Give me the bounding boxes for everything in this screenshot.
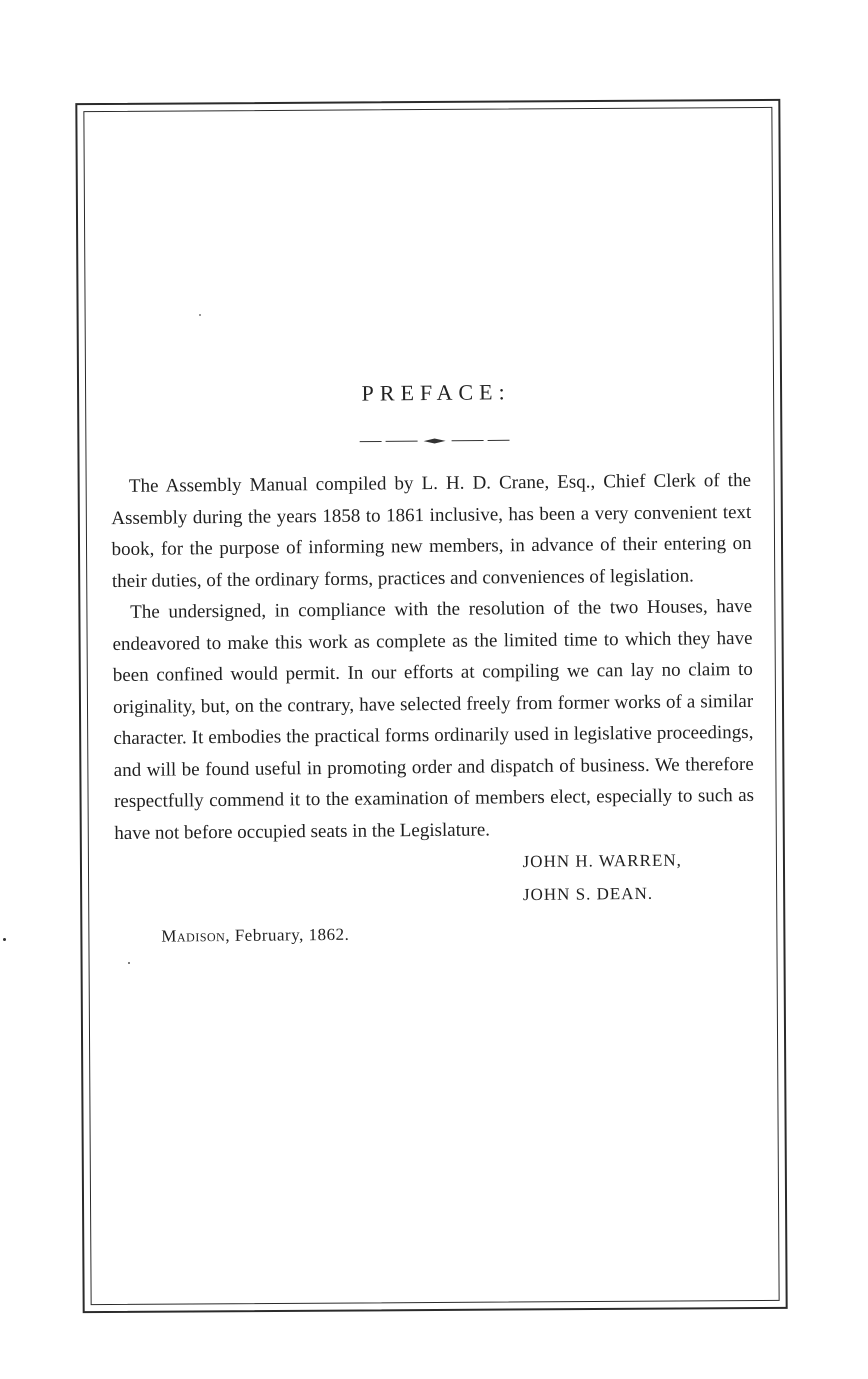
signature-name: JOHN H. WARREN,	[522, 850, 682, 872]
preface-body	[111, 465, 755, 849]
ink-speck	[3, 938, 6, 941]
dateline-place: Madison	[161, 925, 226, 946]
ink-speck	[128, 962, 130, 964]
dateline-date: , February, 1862.	[225, 924, 350, 945]
ornament-divider	[360, 435, 510, 446]
ink-speck	[199, 314, 201, 316]
signature-block	[114, 843, 755, 915]
signature-name: JOHN S. DEAN.	[522, 883, 654, 905]
page-title: PREFACE:	[361, 379, 511, 406]
paragraph: The Assembly Manual compiled by L. H. D. Crane, Esq., Chief Clerk of the Assembly during the years 1858 to 1861 inclusive, has been a very convenient text book, for the purpose of informing new members, in advance of their entering on their duties, of the ordinary forms, practices and conveniences of legislation.	[111, 469, 752, 592]
preface-content	[110, 377, 755, 947]
paragraph: The undersigned, in compliance with the resolution of the two Houses, have endeavored to make this work as complete as the limited time to which they have been confined would permit. In our efforts at compiling we can lay no claim to originality, but, on the contrary, have selected freely from former works of a similar character. It embodies the practical forms ordinarily used in legislative proceedings, and will be found useful in promoting order and dispatch of business. We therefore respectfully commend it to the examination of members elect, especially to such as have not before occupied seats in the Legislature.	[112, 595, 755, 844]
